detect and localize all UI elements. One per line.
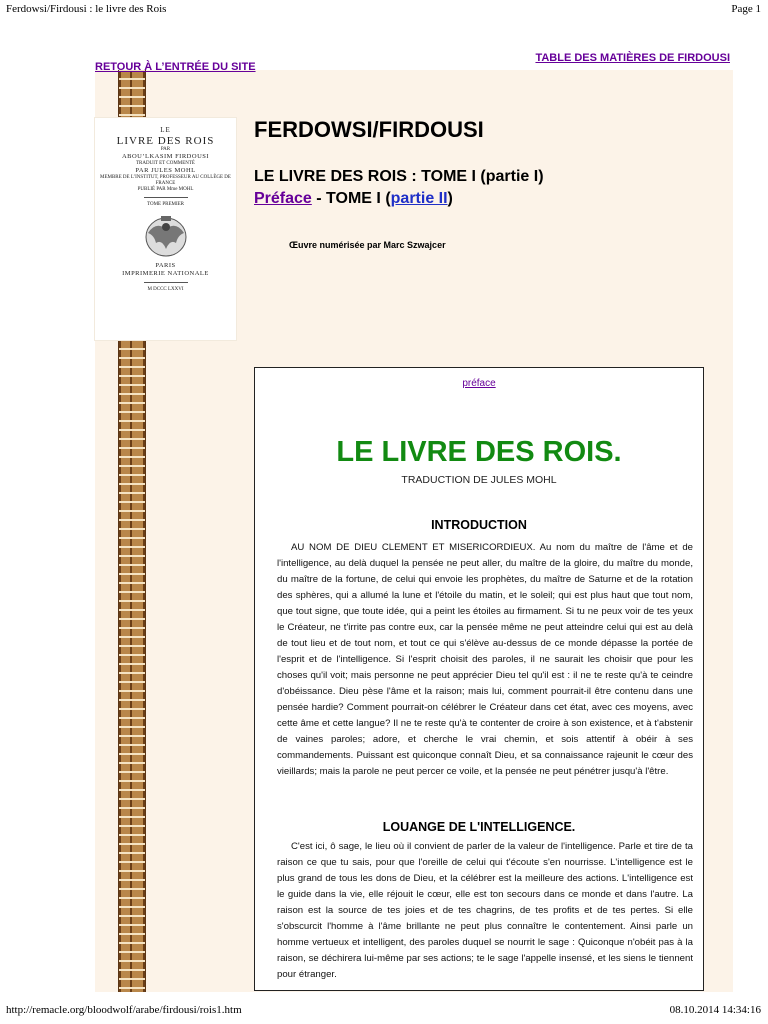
print-header <box>0 0 768 20</box>
print-footer-url: http://remacle.org/bloodwolf/arabe/firdousi/rois1.htm <box>6 1004 242 1016</box>
content-preface-link[interactable]: préface <box>462 378 496 389</box>
cover-city: PARIS <box>155 262 176 269</box>
part-two-link[interactable]: partie II <box>390 190 448 207</box>
volume-nav-mid: - TOME I ( <box>311 190 391 207</box>
print-page-number: Page 1 <box>731 3 761 15</box>
volume-nav-end: ) <box>447 190 453 207</box>
back-to-site-link[interactable]: RETOUR À L’ENTRÉE DU SITE <box>95 61 256 73</box>
book-title: LE LIVRE DES ROIS. <box>336 436 622 468</box>
intelligence-paragraph: C'est ici, ô sage, le lieu où il convient de parler de la valeur de l'intelligence. Parle et tire de ta raison ce que tu sais, pour que l'oreille de celui qui t'écoute s'en nourrisse. L'intelligence est le plus grand de tous les dons de Dieu, et la célébrer est la meilleure des actions. L'intelligence est le guide dans la vie, elle réjouit le cœur, elle est ton secours dans ce monde et dans l'autre. La raison est la source de tes joies et de tes chagrins, de tes profits et de tes pertes. Si elle s'obscurcit l'homme à l'âme brillante ne peut plus connaître le contentement. Ainsi parle un homme vertueux et intelligent, des paroles duquel se nourrit le sage : Quiconque n'obéit pas à la raison, se déchirera lui-même par ses actions; te le sage l'appelle insensé, et les siens le tiennent pour étranger. <box>277 841 693 980</box>
table-of-contents-link[interactable]: TABLE DES MATIÈRES DE FIRDOUSI <box>535 52 730 64</box>
cover-year: M DCCC LXXVI <box>147 287 184 292</box>
book-cover-image <box>95 118 236 340</box>
cover-volume: TOME PREMIER <box>147 202 184 207</box>
cover-rule-2 <box>144 282 188 283</box>
cover-rule <box>144 197 188 198</box>
cover-translator: PAR JULES MOHL <box>135 167 196 174</box>
print-footer-timestamp: 08.10.2014 14:34:16 <box>669 1004 761 1016</box>
cover-par: PAR <box>160 147 171 152</box>
eagle-emblem-icon <box>142 213 190 259</box>
cover-press: IMPRIMERIE NATIONALE <box>122 270 209 277</box>
cover-published: TRADUIT ET COMMENTÉ <box>136 161 195 166</box>
volume-line: LE LIVRE DES ROIS : TOME I (partie I) <box>254 168 544 185</box>
digitization-credit: Œuvre numérisée par Marc Szwajcer <box>289 240 446 250</box>
cover-member-line1: MEMBRE DE L’INSTITUT, PROFESSEUR AU COLLÈGE DE FRANCE <box>100 175 231 186</box>
intelligence-heading: LOUANGE DE L'INTELLIGENCE. <box>382 820 576 834</box>
preface-link[interactable]: Préface <box>254 190 312 207</box>
cover-title: LIVRE DES ROIS <box>116 135 215 147</box>
cover-le: LE <box>160 126 171 134</box>
cover-author: ABOU’LKASIM FIRDOUSI <box>121 153 210 160</box>
introduction-heading: INTRODUCTION <box>431 518 527 532</box>
print-footer <box>0 1002 768 1024</box>
text-frame <box>254 367 704 991</box>
introduction-paragraph: AU NOM DE DIEU CLEMENT ET MISERICORDIEUX. Au nom du maître de l'âme et de l'intelligence, au delà duquel la pensée ne peut aller, du maître de la gloire, du maître du monde, du maître de la fortune, de celui qui envoie les prophètes, du maître de Saturne et de la rotation des sphères, qui a allumé la lune et l'étoile du matin, et le soleil; qui est plus haut que tout nom, que tout signe, que toute idée, qui a peint les étoiles au firmament. Si tu ne peux voir de tes yeux le Créateur, ne t'irrite pas contre eux, car la pensée même ne peut atteindre celui qui est au delà de tout lieu et de tout nom, et tout ce qui s'élève au-dessus de ce monde dépasse la portée de l'esprit et de l'intelligence. Si l'esprit choisit des paroles, il ne saurait les choisir que pour les choses qu'il voit; mais personne ne peut apprécier Dieu tel qu'il est : il ne te reste qu'à te ceindre d'obéissance. Dieu pèse l'âme et la raison; mais lui, comment pourrait-il être contenu dans une pensée hardie? Comment pourrait-on célébrer le Créateur dans cet état, avec ces moyens, avec cette âme et cette langue? Il ne te reste qu'à te contenter de croire à son existence, et à t'abstenir de vaines paroles; adore, et cherche le vrai chemin, et sois attentif à obéir à ses commandements. Puissant est quiconque connaît Dieu, et sa connaissance rajeunit le cœur des vieillards; mais la parole ne peut percer ce voile, et la pensée ne peut pénétrer jusqu'à l'être. <box>277 542 693 777</box>
page-title: FERDOWSI/FIRDOUSI <box>254 117 484 142</box>
volume-nav-line <box>254 190 453 208</box>
translator-line: TRADUCTION DE JULES MOHL <box>401 474 557 486</box>
cover-member-line2: PUBLIÉ PAR Mme MOHL <box>137 187 194 192</box>
print-header-title: Ferdowsi/Firdousi : le livre des Rois <box>6 3 167 15</box>
